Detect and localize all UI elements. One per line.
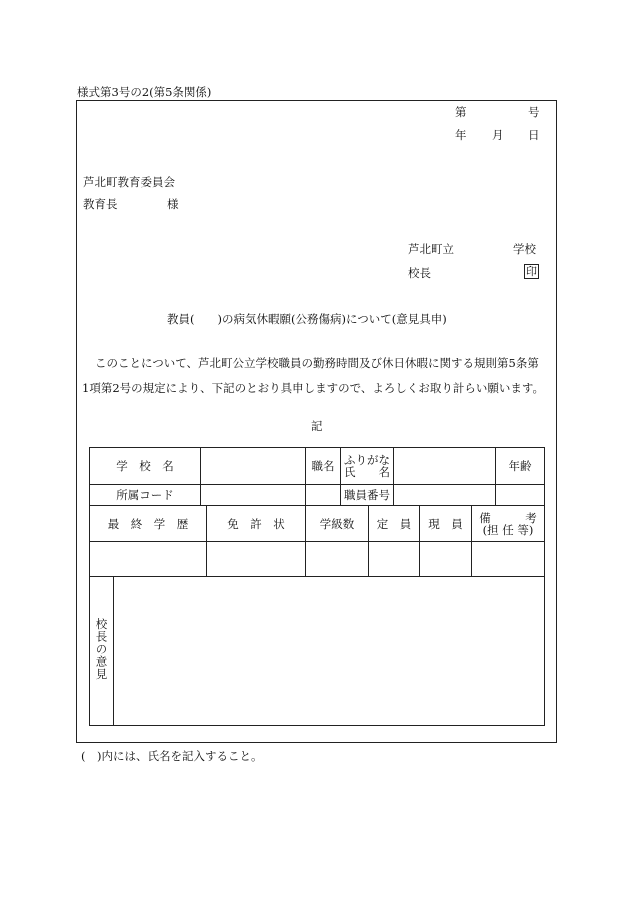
date-day: 日 bbox=[528, 128, 540, 142]
current-staff-value bbox=[420, 542, 472, 577]
name-value bbox=[394, 448, 496, 485]
form-label: 様式第3号の2(第5条関係) bbox=[77, 85, 212, 99]
sender-school-prefix: 芦北町立 bbox=[408, 242, 454, 256]
class-count-label: 学級数 bbox=[306, 506, 369, 542]
education-label: 最 終 学 歴 bbox=[90, 506, 207, 542]
body-line-2: 1項第2号の規定により、下記のとおり具申しますので、よろしくお取り計らい願います。 bbox=[82, 381, 544, 395]
license-label: 免 許 状 bbox=[207, 506, 306, 542]
capacity-value bbox=[369, 542, 420, 577]
date-year: 年 bbox=[455, 128, 467, 142]
school-name-value bbox=[201, 448, 306, 485]
class-count-value bbox=[306, 542, 369, 577]
remarks-value bbox=[472, 542, 545, 577]
recipient-honorific: 様 bbox=[167, 197, 179, 211]
name-label-text: 氏 名 bbox=[344, 465, 391, 479]
current-staff-label: 現 員 bbox=[420, 506, 472, 542]
remarks-label bbox=[472, 506, 545, 542]
sender-school-suffix: 学校 bbox=[513, 242, 536, 256]
capacity-label: 定 員 bbox=[369, 506, 420, 542]
name-label bbox=[341, 448, 394, 485]
education-value bbox=[90, 542, 207, 577]
body-line-1: このことについて、芦北町公立学校職員の勤務時間及び休日休暇に関する規則第5条第 bbox=[95, 356, 539, 370]
sender-principal: 校長 bbox=[408, 266, 431, 280]
recipient-title: 教育長 bbox=[83, 197, 118, 211]
seal-mark bbox=[524, 264, 539, 279]
document-title: 教員( )の病気休暇願(公務傷病)について(意見具申) bbox=[167, 312, 447, 326]
number-suffix: 号 bbox=[528, 105, 540, 119]
number-prefix: 第 bbox=[455, 105, 467, 119]
date-month: 月 bbox=[492, 128, 504, 142]
principal-opinion-value bbox=[114, 577, 545, 726]
footnote: ( )内には、氏名を記入すること。 bbox=[81, 749, 263, 763]
staff-number-label: 職員番号 bbox=[341, 485, 394, 506]
job-title-label: 職名 bbox=[306, 448, 341, 485]
ki-heading: 記 bbox=[311, 419, 323, 433]
record-table bbox=[89, 447, 545, 726]
recipient-org: 芦北町教育委員会 bbox=[83, 175, 175, 189]
age-label: 年齢 bbox=[496, 448, 545, 485]
staff-number-value bbox=[394, 485, 496, 506]
school-name-label: 学 校 名 bbox=[90, 448, 201, 485]
license-value bbox=[207, 542, 306, 577]
remarks-label-text: 備 考 bbox=[479, 510, 537, 525]
affiliation-code-value bbox=[201, 485, 306, 506]
job-title-value bbox=[306, 485, 341, 506]
age-value bbox=[496, 485, 545, 506]
affiliation-code-label: 所属コード bbox=[90, 485, 201, 506]
seal-label: 印 bbox=[526, 265, 537, 278]
principal-opinion-label-text: 校長の意見 bbox=[94, 618, 109, 681]
furigana-label: ふりがな bbox=[344, 453, 391, 467]
principal-opinion-label bbox=[90, 577, 114, 726]
remarks-sub-label: (担 任 等) bbox=[482, 522, 534, 537]
